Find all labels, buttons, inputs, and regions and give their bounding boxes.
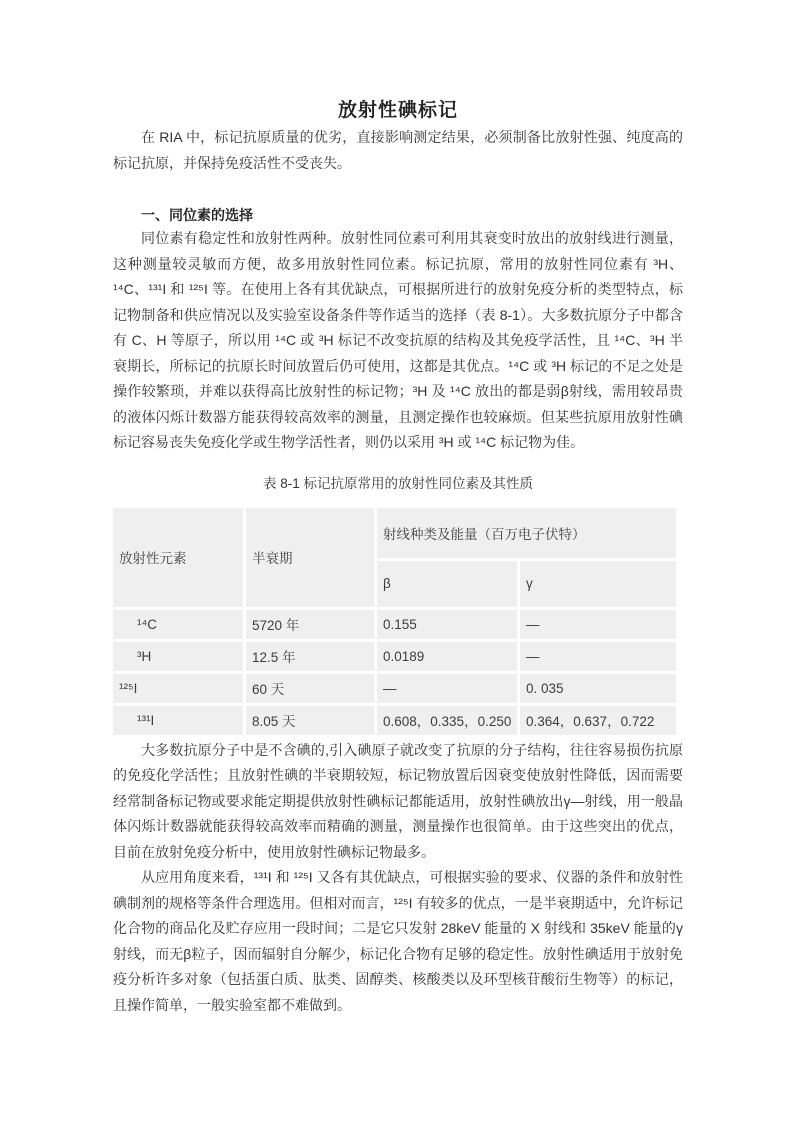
table-row xyxy=(113,706,676,735)
isotope-table-body xyxy=(113,610,676,735)
table-cell-gamma: 0.364，0.637，0.722 xyxy=(520,706,676,735)
table-cell-isotope: ³H xyxy=(113,642,243,671)
table-cell-beta: — xyxy=(377,674,517,703)
table-cell-gamma: 0. 035 xyxy=(520,674,676,703)
table-row xyxy=(113,674,676,703)
intro-paragraph: 在 RIA 中，标记抗原质量的优劣，直接影响测定结果，必须制备比放射性强、纯度高的标记抗原，并保持免疫活性不受丧失。 xyxy=(113,129,683,171)
table-row xyxy=(113,610,676,639)
table-header-row-1 xyxy=(113,508,676,558)
table-cell-isotope: ¹³¹I xyxy=(113,706,243,735)
header-cell-beta: β xyxy=(377,561,517,607)
table-cell-half_life: 5720 年 xyxy=(246,610,374,639)
table-cell-gamma: — xyxy=(520,642,676,671)
page-title: 放射性碘标记 xyxy=(337,100,458,121)
table-cell-isotope: ¹²⁵I xyxy=(113,674,243,703)
header-cell-ray-group: 射线种类及能量（百万电子伏特） xyxy=(377,508,676,558)
table-cell-half_life: 12.5 年 xyxy=(246,642,374,671)
iodine-paragraph: 大多数抗原分子中是不含碘的,引入碘原子就改变了抗原的分子结构，往往容易损伤抗原的免疫化学活性；且放射性碘的半衰期较短，标记物放置后因衰变使放射性降低，因而需要经常制备标记物或要求能定期提供放射性碘标记都能适用，放射性碘放出γ—射线，用一般晶体闪烁计数器就能获得较高效率而精确的测量，测量操作也很简单。由于这些突出的优点，目前在放射免疫分析中，使用放射性碘标记物最多。 xyxy=(113,741,683,860)
section-heading: 一、同位素的选择 xyxy=(141,207,253,223)
table-cell-beta: 0.0189 xyxy=(377,642,517,671)
header-cell-half-life: 半衰期 xyxy=(246,508,374,607)
table-cell-half_life: 8.05 天 xyxy=(246,706,374,735)
table-row xyxy=(113,642,676,671)
table-cell-beta: 0.155 xyxy=(377,610,517,639)
header-cell-element: 放射性元素 xyxy=(113,508,243,607)
table-cell-beta: 0.608，0.335，0.250 xyxy=(377,706,517,735)
isotopes-paragraph: 同位素有稳定性和放射性两种。放射性同位素可利用其衰变时放出的放射线进行测量，这种测量较灵敏而方便，故多用放射性同位素。标记抗原，常用的放射性同位素有 ³H、¹⁴C、¹³¹I 和 ¹²⁵I 等。在使用上各有其优缺点，可根据所进行的放射免疫分析的类型特点，标记物制备和供应情况以及实验室设备条件等作适当的选择（表 8-1）。大多数抗原分子中都含有 C、H 等原子，所以用 ¹⁴C 或 ³H 标记不改变抗原的结构及其免疫学活性，且 ¹⁴C、³H 半衰期长，所标记的抗原长时间放置后仍可使用，这都是其优点。¹⁴C 或 ³H 标记的不足之处是操作较繁琐，并难以获得高比放射性的标记物；³H 及 ¹⁴C 放出的都是弱β射线，需用较昂贵的液体闪烁计数器方能获得较高效率的测量，且测定操作也较麻烦。但某些抗原用放射性碘标记容易丧失免疫化学或生物学活性者，则仍以采用 ³H 或 ¹⁴C 标记物为佳。 xyxy=(113,230,683,450)
table-caption: 表 8-1 标记抗原常用的放射性同位素及其性质 xyxy=(262,475,533,491)
table-cell-isotope: ¹⁴C xyxy=(113,610,243,639)
header-cell-gamma: γ xyxy=(520,561,676,607)
table-cell-half_life: 60 天 xyxy=(246,674,374,703)
table-cell-gamma: — xyxy=(520,610,676,639)
application-paragraph: 从应用角度来看，¹³¹I 和 ¹²⁵I 又各有其优缺点，可根据实验的要求、仪器的条件和放射性碘制剂的规格等条件合理选用。但相对而言，¹²⁵I 有较多的优点，一是半衰期适中，允许标记化合物的商品化及贮存应用一段时间；二是它只发射 28keV 能量的 X 射线和 35keV 能量的γ射线，而无β粒子，因而辐射自分解少，标记化合物有足够的稳定性。放射性碘适用于放射免疫分析许多对象（包括蛋白质、肽类、固醇类、核酸类以及环型核苷酸衍生物等）的标记，且操作简单，一般实验室都不难做到。 xyxy=(113,869,683,1013)
isotope-table xyxy=(110,505,679,738)
